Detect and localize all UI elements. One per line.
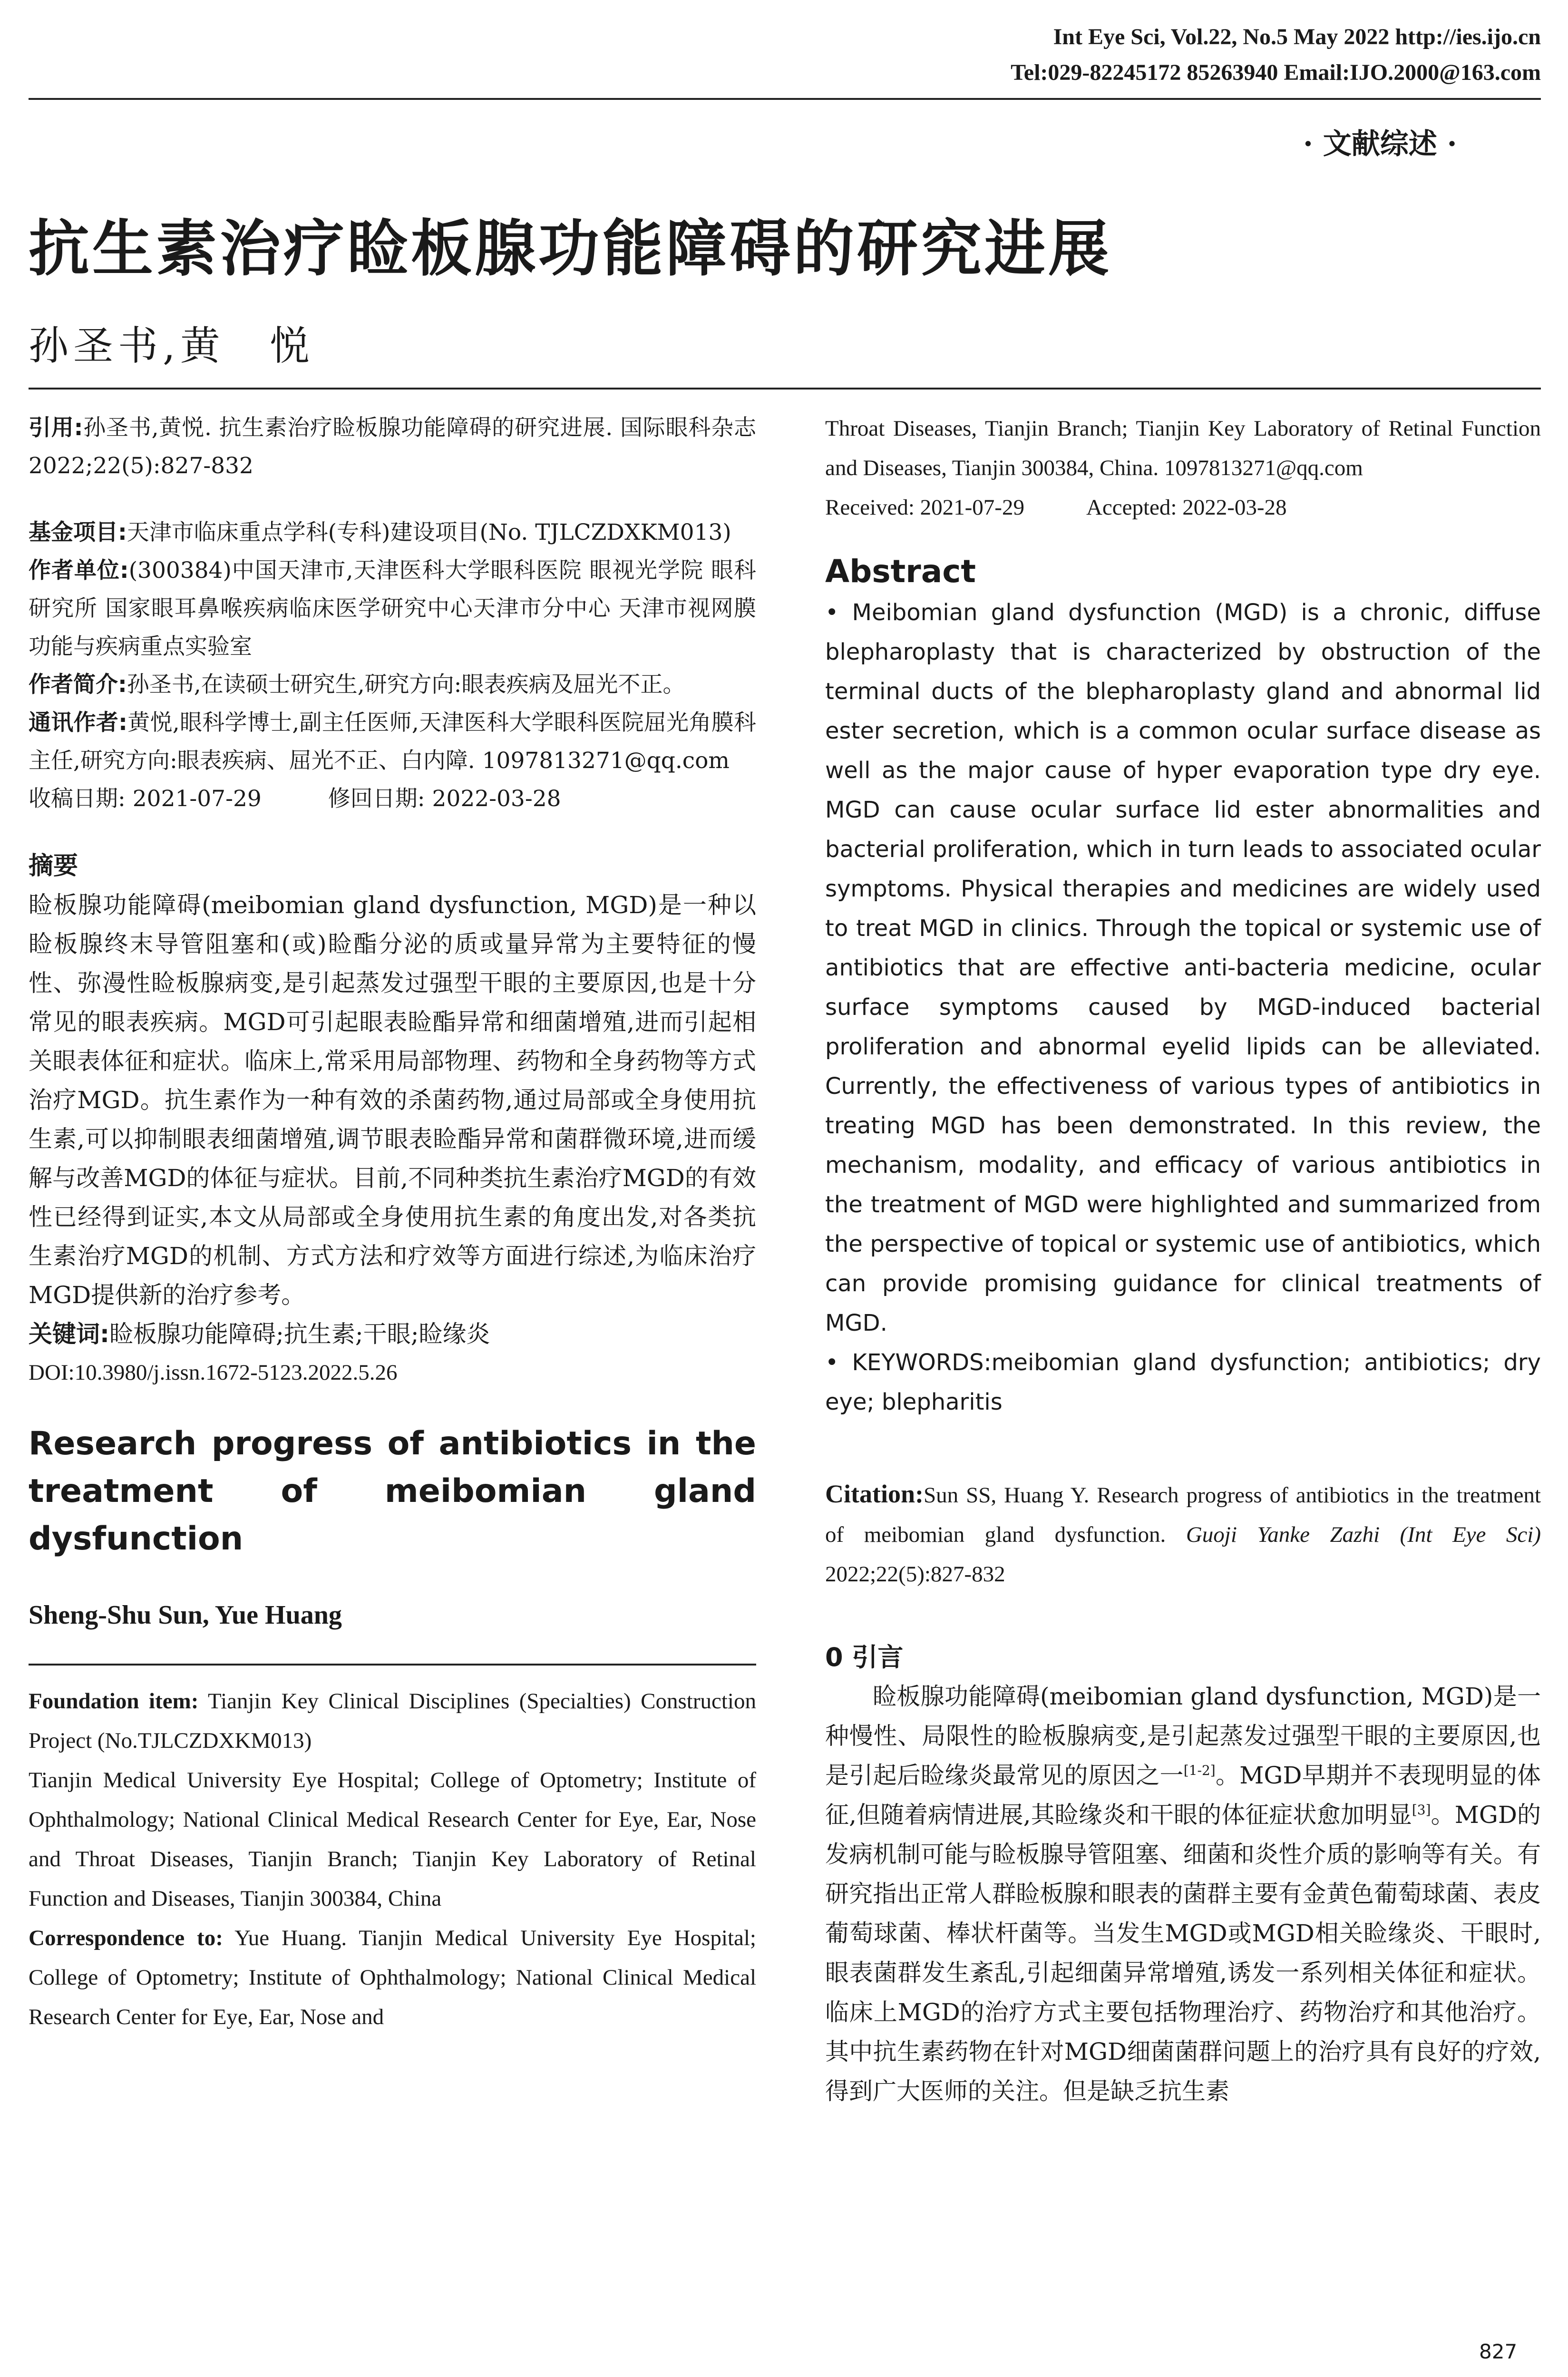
authors-zh: 孙圣书,黄 悦 [29,322,314,369]
en-foundation [29,1682,756,1761]
bio-text: 孙圣书,在读硕士研究生,研究方向:眼表疾病及屈光不正。 [127,672,685,698]
section-label: · 文献综述 · [1303,127,1457,161]
intro-text-2: 。MGD早期并不表现明显的体征,但随着病情进展,其睑缘炎和干眼的体征症状愈加明显 [825,1762,1541,1829]
en-affiliation: Tianjin Medical University Eye Hospital; College of Optometry; Institute of Ophthalmology; National Clinical Medical Research Center for Eye, Ear, Nose and Throat Diseases, Tianjin Branch; Tianjin Key Laboratory of Retinal Function and Diseases, Tianjin 300384, China [29,1768,756,1911]
intro-text-1: 睑板腺功能障碍(meibomian gland dysfunction, MGD)是一种慢性、局限性的睑板腺病变,是引起蒸发过强型干眼的主要原因,也是引起后睑缘炎最常见的原因之一 [825,1683,1541,1789]
en-dates [825,488,1541,527]
intro-heading: 0 引言 [825,1642,904,1672]
intro-paragraph [825,1677,1541,2111]
correspondence-zh [29,704,756,780]
abstract-heading-en: Abstract [825,553,976,590]
foundation-zh [29,514,756,552]
citation-text: 孙圣书,黄悦. 抗生素治疗睑板腺功能障碍的研究进展. 国际眼科杂志 2022;22(5):827-832 [29,415,756,479]
citation-label: 引用: [29,415,83,441]
revised-date: 修回日期: 2022-03-28 [328,786,561,812]
en-meta-rule [29,1664,756,1666]
foundation-label: 基金项目: [29,519,127,546]
corr-label: 通讯作者: [29,710,127,736]
left-column [29,409,756,2037]
ref-1-2[interactable]: [1-2] [1183,1763,1216,1778]
en-corr-label: Correspondence to: [29,1926,223,1950]
title-en: Research progress of antibiotics in the treatment of meibomian gland dysfunction [29,1425,756,1558]
citation-journal: Guoji Yanke Zazhi (Int Eye Sci) [1186,1522,1541,1547]
citation-en-label: Citation: [825,1480,924,1508]
keywords-label: 关键词: [29,1320,109,1348]
en-corr-continued: Throat Diseases, Tianjin Branch; Tianjin Key Laboratory of Retinal Function and Diseases, Tianjin 300384, China. 1097813271@qq.com [825,416,1541,480]
citation-en-text: Sun SS, Huang Y. Research progress of antibiotics in the treatment of meibomian gland dysfunction. [825,1483,1541,1547]
keywords-zh [29,1315,756,1354]
en-corr-text: Yue Huang. Tianjin Medical University Eye Hospital; College of Optometry; Institute of Ophthalmology; National Clinical Medical Research Center for Eye, Ear, Nose and [29,1926,756,2029]
keywords-text: 睑板腺功能障碍;抗生素;干眼;睑缘炎 [109,1320,490,1348]
affiliation-zh [29,552,756,666]
received-date: 收稿日期: 2021-07-29 [29,786,262,812]
affiliation-label: 作者单位: [29,557,129,584]
dates-zh [29,780,756,818]
right-column [825,409,1541,2111]
foundation-text: 天津市临床重点学科(专科)建设项目(No. TJLCZDXKM013) [127,519,731,546]
header-rule [29,98,1541,100]
en-received: Received: 2021-07-29 [825,495,1024,520]
citation-en [825,1474,1541,1594]
abstract-text-zh: 睑板腺功能障碍(meibomian gland dysfunction, MGD)是一种以睑板腺终末导管阻塞和(或)睑酯分泌的质或量异常为主要特征的慢性、弥漫性睑板腺病变,是引起蒸发过强型干眼的主要原因,也是十分常见的眼表疾病。MGD可引起眼表睑酯异常和细菌增殖,进而引起相关眼表体征和症状。临床上,常采用局部物理、药物和全身药物等方式治疗MGD。抗生素作为一种有效的杀菌药物,通过局部或全身使用抗生素,可以抑制眼表细菌增殖,调节眼表睑酯异常和菌群微环境,进而缓解与改善MGD的体征与症状。目前,不同种类抗生素治疗MGD的有效性已经得到证实,本文从局部或全身使用抗生素的角度出发,对各类抗生素治疗MGD的机制、方式方法和疗效等方面进行综述,为临床治疗MGD提供新的治疗参考。 [29,891,756,1309]
en-accepted: Accepted: 2022-03-28 [1086,495,1287,520]
en-correspondence [29,1919,756,2037]
page-number: 827 [1479,2340,1518,2363]
abstract-text-en: • Meibomian gland dysfunction (MGD) is a chronic, diffuse blepharoplasty that is characterized by obstruction of the terminal ducts of the blepharoplasty gland and abnormal lid ester secretion, which is a common ocular surface disease as well as the major cause of hyper evaporation type dry eye. MGD can cause ocular surface lid ester abnormalities and bacterial proliferation, which in turn leads to associated ocular symptoms. Physical therapies and medicines are widely used to treat MGD in clinics. Through the topical or systemic use of antibiotics that are effective anti-bacteria medicine, ocular surface symptoms caused by MGD-induced bacterial proliferation and abnormal eyelid lipids can be alleviated. Currently, the effectiveness of various types of antibiotics in treating MGD has been demonstrated. In this review, the mechanism, modality, and efficacy of various antibiotics in the treatment of MGD were highlighted and summarized from the perspective of topical or systemic use of antibiotics, which can provide promising guidance for clinical treatments of MGD. [825,599,1541,1336]
en-foundation-label: Foundation item: [29,1689,199,1714]
doi: DOI:10.3980/j.issn.1672-5123.2022.5.26 [29,1360,398,1385]
en-foundation-text: Tianjin Key Clinical Disciplines (Specialties) Construction Project (No.TJLCZDXKM013) [29,1689,756,1753]
bio-zh [29,666,756,704]
title-rule [29,388,1541,390]
journal-header-line2: Tel:029-82245172 85263940 Email:IJO.2000@163.com [1011,60,1541,85]
bio-label: 作者简介: [29,672,127,698]
authors-en: Sheng-Shu Sun, Yue Huang [29,1600,342,1630]
affiliation-text: (300384)中国天津市,天津医科大学眼科医院 眼视光学院 眼科研究所 国家眼耳鼻喉疾病临床医学研究中心天津市分中心 天津市视网膜功能与疾病重点实验室 [29,557,756,660]
keywords-en: • KEYWORDS:meibomian gland dysfunction; antibiotics; dry eye; blepharitis [825,1349,1541,1415]
abstract-heading-zh: 摘要 [29,852,78,880]
citation-zh [29,409,756,485]
citation-volume: 2022;22(5):827-832 [825,1562,1005,1587]
page-title: 抗生素治疗睑板腺功能障碍的研究进展 [29,214,1112,284]
ref-3[interactable]: [3] [1412,1802,1431,1818]
corr-text: 黄悦,眼科学博士,副主任医师,天津医科大学眼科医院屈光角膜科主任,研究方向:眼表疾病、屈光不正、白内障. 1097813271@qq.com [29,710,756,774]
intro-text-3: 。MGD的发病机制可能与睑板腺导管阻塞、细菌和炎性介质的影响等有关。有研究指出正常人群睑板腺和眼表的菌群主要有金黄色葡萄球菌、表皮葡萄球菌、棒状杆菌等。当发生MGD或MGD相关睑缘炎、干眼时,眼表菌群发生紊乱,引起细菌异常增殖,诱发一系列相关体征和症状。临床上MGD的治疗方式主要包括物理治疗、药物治疗和其他治疗。其中抗生素药物在针对MGD细菌菌群问题上的治疗具有良好的疗效,得到广大医师的关注。但是缺乏抗生素 [825,1801,1541,2105]
journal-header-line1: Int Eye Sci, Vol.22, No.5 May 2022 http://ies.ijo.cn [1053,24,1541,49]
